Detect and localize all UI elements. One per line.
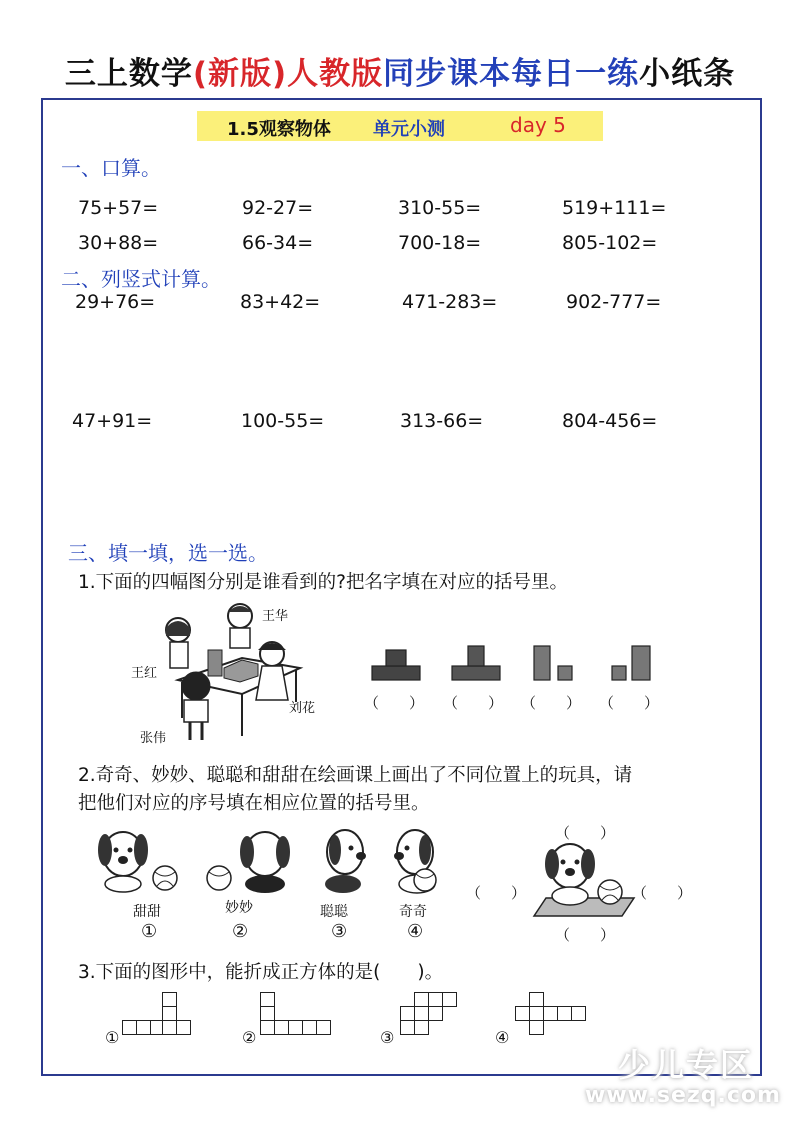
position-paren-top[interactable]: （ ）: [555, 824, 616, 842]
oral-calc-item: 30+88=: [78, 232, 159, 254]
view-shape-1: [372, 650, 420, 680]
drawer-name: 奇奇: [399, 904, 427, 920]
cube-net-4: [515, 992, 595, 1048]
oral-calc-item: 75+57=: [78, 197, 159, 219]
answer-paren[interactable]: （ ）: [443, 694, 504, 712]
drawer-number: ③: [331, 921, 348, 942]
answer-paren[interactable]: （ ）: [599, 694, 660, 712]
answer-paren[interactable]: （ ）: [521, 694, 582, 712]
vertical-calc-item: 47+91=: [72, 410, 153, 432]
cube-net-1: [122, 992, 202, 1048]
vertical-calc-item: 100-55=: [241, 410, 325, 432]
child-name-top: 王华: [262, 609, 289, 624]
view-shape-3: [534, 646, 572, 680]
section-3-heading: 三、填一填，选一选。: [68, 541, 268, 565]
position-paren-left[interactable]: （ ）: [466, 884, 527, 902]
question-2-line-1: 2.奇奇、妙妙、聪聪和甜甜在绘画课上画出了不同位置上的玩具，请: [78, 765, 633, 786]
title-part-2: (新版): [192, 56, 288, 92]
question-1-text: 1.下面的四幅图分别是谁看到的?把名字填在对应的括号里。: [78, 572, 568, 593]
drawer-number: ②: [232, 921, 249, 942]
cube-net-3: [400, 992, 460, 1048]
dog-with-ball-drawing: [325, 830, 366, 893]
banner-day: day 5: [510, 113, 566, 137]
banner-topic: 1.5观察物体: [227, 119, 331, 140]
vertical-calc-item: 83+42=: [240, 291, 321, 313]
vertical-calc-item: 804-456=: [562, 410, 658, 432]
watermark-brand: 少儿专区: [618, 1046, 755, 1084]
view-shape-4: [612, 646, 650, 680]
oral-calc-item: 310-55=: [398, 197, 482, 219]
vertical-calc-item: 313-66=: [400, 410, 484, 432]
net-label: ④: [495, 1028, 510, 1047]
net-label: ②: [242, 1028, 257, 1047]
oral-calc-item: 66-34=: [242, 232, 314, 254]
child-name-left: 王红: [131, 666, 158, 681]
drawer-name: 甜甜: [133, 904, 161, 920]
oral-calc-item: 805-102=: [562, 232, 658, 254]
view-shape-2: [452, 646, 500, 680]
vertical-calc-item: 29+76=: [75, 291, 156, 313]
dog-with-ball-drawing: [394, 830, 436, 893]
dog-with-ball-drawing: [98, 832, 177, 892]
cube-net-2: [260, 992, 340, 1048]
section-1-heading: 一、口算。: [61, 156, 161, 180]
watermark-url: www.sezq.com: [585, 1083, 781, 1108]
drawer-name: 妙妙: [225, 900, 253, 916]
toy-drawings: [95, 822, 455, 897]
view-shapes: [370, 640, 660, 685]
question-2-line-2: 把他们对应的序号填在相应位置的括号里。: [78, 793, 430, 814]
child-name-bottom: 张伟: [140, 731, 167, 746]
oral-calc-item: 92-27=: [242, 197, 314, 219]
section-2-heading: 二、列竖式计算。: [61, 267, 221, 291]
oral-calc-item: 700-18=: [398, 232, 482, 254]
banner-unit: 单元小测: [373, 119, 445, 140]
position-paren-bottom[interactable]: （ ）: [555, 926, 616, 944]
child-name-right: 刘花: [289, 701, 316, 716]
drawer-number: ①: [141, 921, 158, 942]
net-label: ①: [105, 1028, 120, 1047]
position-paren-right[interactable]: （ ）: [632, 884, 693, 902]
answer-paren[interactable]: （ ）: [364, 694, 425, 712]
dog-with-ball-drawing: [207, 832, 290, 893]
title-part-1: 三上数学: [64, 56, 193, 92]
net-label: ③: [380, 1028, 395, 1047]
unit-banner: [197, 111, 603, 141]
title-part-5: 小纸条: [639, 56, 736, 92]
title-part-3: 人教版: [287, 56, 384, 92]
page-title: [0, 48, 800, 93]
question-3-text: 3.下面的图形中，能折成正方体的是( )。: [78, 962, 444, 983]
title-part-4: 同步课本每日一练: [383, 56, 640, 92]
oral-calc-item: 519+111=: [562, 197, 667, 219]
vertical-calc-item: 902-777=: [566, 291, 662, 313]
drawer-name: 聪聪: [320, 904, 348, 920]
drawer-number: ④: [407, 921, 424, 942]
toy-scene-illustration: [530, 838, 640, 918]
vertical-calc-item: 471-283=: [402, 291, 498, 313]
